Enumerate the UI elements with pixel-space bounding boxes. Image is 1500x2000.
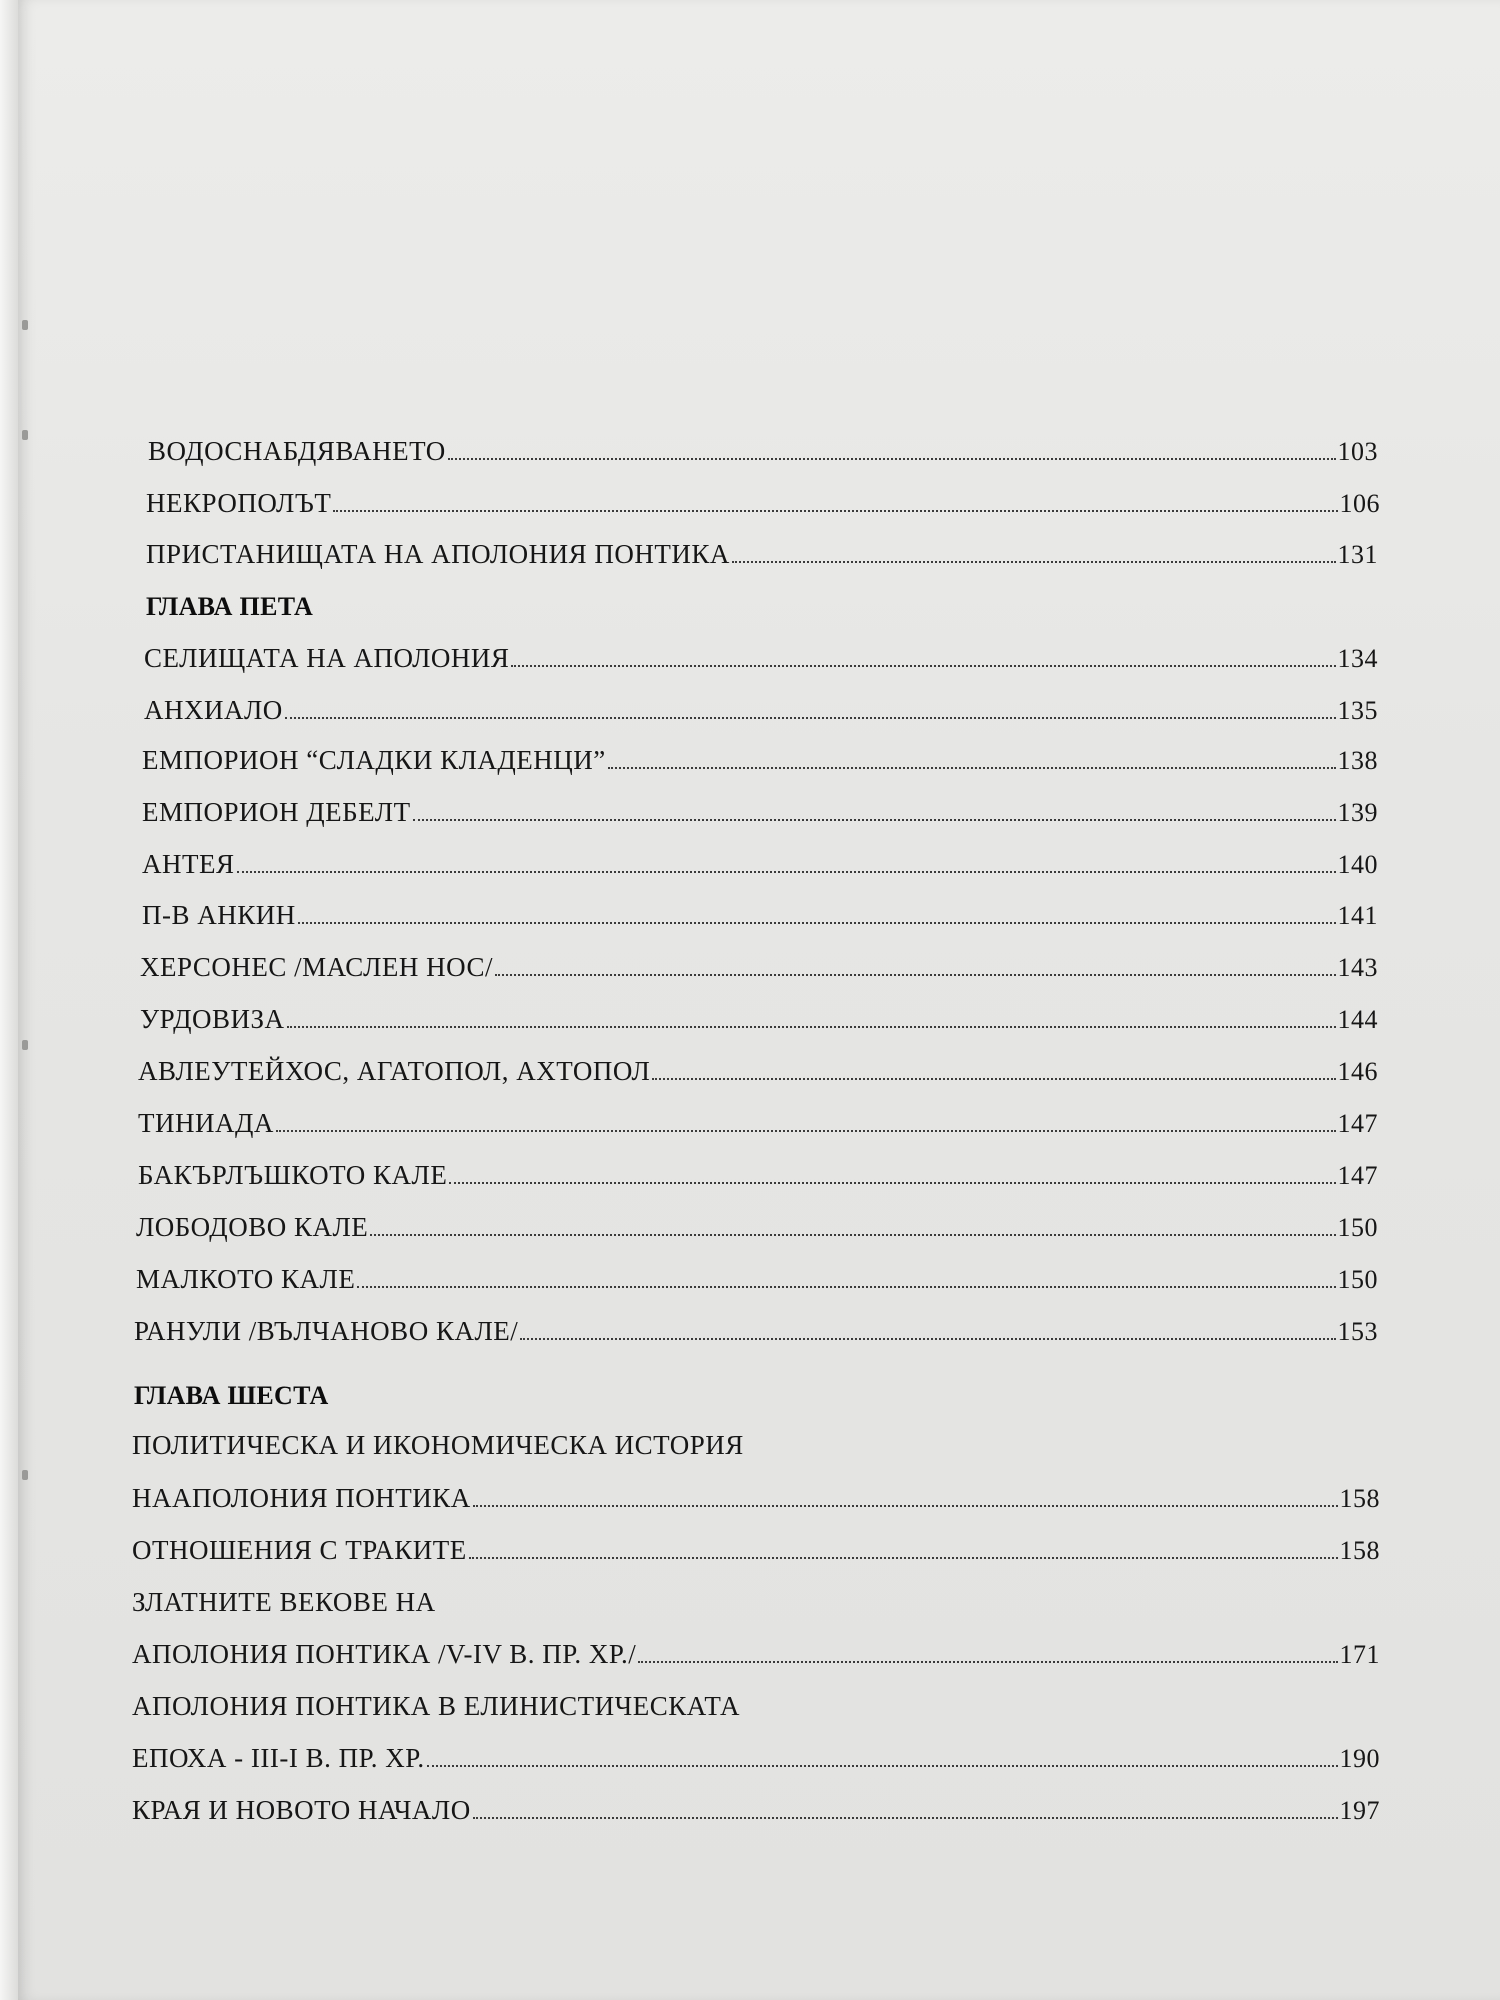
toc-page-number: 146 [1337, 1057, 1378, 1086]
toc-entry-title: ЕПОХА - III-I В. ПР. ХР. [132, 1743, 425, 1773]
dot-leader [427, 1765, 1338, 1767]
toc-entry[interactable] [132, 1535, 1380, 1566]
toc-page-number: 138 [1337, 746, 1378, 775]
toc-page-number: 147 [1337, 1109, 1378, 1138]
toc-entry-title: КРАЯ И НОВОТО НАЧАЛО [132, 1795, 471, 1825]
toc-page-number: 139 [1337, 798, 1378, 827]
dot-leader [449, 1182, 1335, 1184]
toc-page-number: 150 [1337, 1265, 1378, 1294]
toc-entry-title: ВОДОСНАБДЯВАНЕТО [148, 436, 446, 466]
dot-leader [357, 1286, 1335, 1288]
dot-leader [333, 510, 1337, 512]
dot-leader [732, 561, 1336, 563]
dot-leader [511, 665, 1335, 667]
toc-entry[interactable] [146, 539, 1378, 570]
toc-page-number: 135 [1337, 696, 1378, 725]
toc-entry[interactable] [132, 1743, 1380, 1774]
toc-entry[interactable] [138, 1160, 1378, 1191]
toc-page-number: 131 [1337, 540, 1378, 569]
toc-entry-title: СЕЛИЩАТА НА АПОЛОНИЯ [144, 643, 510, 673]
toc-page-number: 140 [1337, 850, 1378, 879]
chapter-heading: ГЛАВА ШЕСТА [134, 1381, 329, 1410]
section-subtitle: АПОЛОНИЯ ПОНТИКА В ЕЛИНИСТИЧЕСКАТА [132, 1691, 740, 1721]
dot-leader [473, 1817, 1338, 1819]
dot-leader [298, 922, 1336, 924]
toc-page-number: 171 [1339, 1640, 1380, 1669]
dot-leader [370, 1234, 1335, 1236]
dot-leader [495, 974, 1336, 976]
dot-leader [608, 767, 1336, 769]
toc-entry[interactable] [144, 695, 1378, 726]
toc-entry[interactable] [132, 1483, 1380, 1514]
dot-leader [287, 1026, 1336, 1028]
toc-page-number: 134 [1337, 644, 1378, 673]
toc-entry[interactable] [132, 1795, 1380, 1826]
toc-page-number: 143 [1337, 953, 1378, 982]
chapter-heading: ГЛАВА ПЕТА [146, 592, 314, 621]
toc-page-number: 158 [1339, 1484, 1380, 1513]
toc-entry[interactable] [148, 436, 1378, 467]
toc-page-number: 144 [1337, 1005, 1378, 1034]
toc-entry[interactable] [142, 745, 1378, 776]
toc-entry-title: П-В АНКИН [142, 900, 296, 930]
toc-page-number: 141 [1337, 901, 1378, 930]
toc-entry-title: НЕКРОПОЛЪТ [146, 488, 332, 518]
toc-entry-title: ТИНИАДА [138, 1108, 274, 1138]
toc-entry[interactable] [138, 1108, 1378, 1139]
toc-entry-title: АНТЕЯ [142, 849, 235, 879]
toc-entry-title: НААПОЛОНИЯ ПОНТИКА [132, 1483, 471, 1513]
dot-leader [638, 1661, 1337, 1663]
toc-entry-title: ПРИСТАНИЩАТА НА АПОЛОНИЯ ПОНТИКА [146, 539, 730, 569]
toc-entry-title: ЛОБОДОВО КАЛЕ [136, 1212, 369, 1242]
toc-entry[interactable] [142, 900, 1378, 931]
section-subtitle: ПОЛИТИЧЕСКА И ИКОНОМИЧЕСКА ИСТОРИЯ [132, 1430, 744, 1460]
toc-entry-title: АПОЛОНИЯ ПОНТИКА /V-IV В. ПР. ХР./ [132, 1639, 637, 1669]
dot-leader [473, 1505, 1338, 1507]
dot-leader [652, 1078, 1335, 1080]
toc-page-number: 190 [1339, 1744, 1380, 1773]
toc-page-number: 103 [1337, 437, 1378, 466]
toc-page-number: 197 [1339, 1796, 1380, 1825]
toc-entry-title: РАНУЛИ /ВЪЛЧАНОВО КАЛЕ/ [134, 1316, 519, 1346]
toc-entry-title: ОТНОШЕНИЯ С ТРАКИТЕ [132, 1535, 467, 1565]
toc-entry[interactable] [146, 488, 1380, 519]
section-subtitle: ЗЛАТНИТЕ ВЕКОВЕ НА [132, 1587, 436, 1617]
toc-page-number: 158 [1339, 1536, 1380, 1565]
toc-page-number: 150 [1337, 1213, 1378, 1242]
toc-entry[interactable] [136, 1264, 1378, 1295]
toc-entry-title: АВЛЕУТЕЙХОС, АГАТОПОЛ, АХТОПОЛ [138, 1056, 651, 1086]
dot-leader [285, 717, 1336, 719]
toc-entry[interactable] [142, 797, 1378, 828]
toc-page-number: 106 [1339, 489, 1380, 518]
toc-entry-title: ХЕРСОНЕС /МАСЛЕН НОС/ [140, 952, 493, 982]
toc-entry-title: МАЛКОТО КАЛЕ [136, 1264, 356, 1294]
toc-entry-title: АНХИАЛО [144, 695, 283, 725]
toc-entry[interactable] [132, 1639, 1380, 1670]
toc-entry-title: УРДОВИЗА [140, 1004, 285, 1034]
toc-entry[interactable] [144, 643, 1378, 674]
toc-entry[interactable] [138, 1056, 1378, 1087]
dot-leader [469, 1557, 1338, 1559]
dot-leader [237, 871, 1336, 873]
toc-page-number: 153 [1337, 1317, 1378, 1346]
toc-entry[interactable] [136, 1212, 1378, 1243]
toc-entry-title: ЕМПОРИОН ДЕБЕЛТ [142, 797, 411, 827]
toc-entry-title: БАКЪРЛЪШКОТО КАЛЕ [138, 1160, 448, 1190]
toc-entry[interactable] [140, 952, 1378, 983]
toc-entry[interactable] [140, 1004, 1378, 1035]
dot-leader [448, 458, 1336, 460]
toc-entry[interactable] [142, 849, 1378, 880]
dot-leader [276, 1130, 1336, 1132]
toc-page-number: 147 [1337, 1161, 1378, 1190]
toc-entry-title: ЕМПОРИОН “СЛАДКИ КЛАДЕНЦИ” [142, 745, 606, 775]
dot-leader [520, 1338, 1335, 1340]
dot-leader [413, 819, 1336, 821]
toc-entry[interactable] [134, 1316, 1378, 1347]
